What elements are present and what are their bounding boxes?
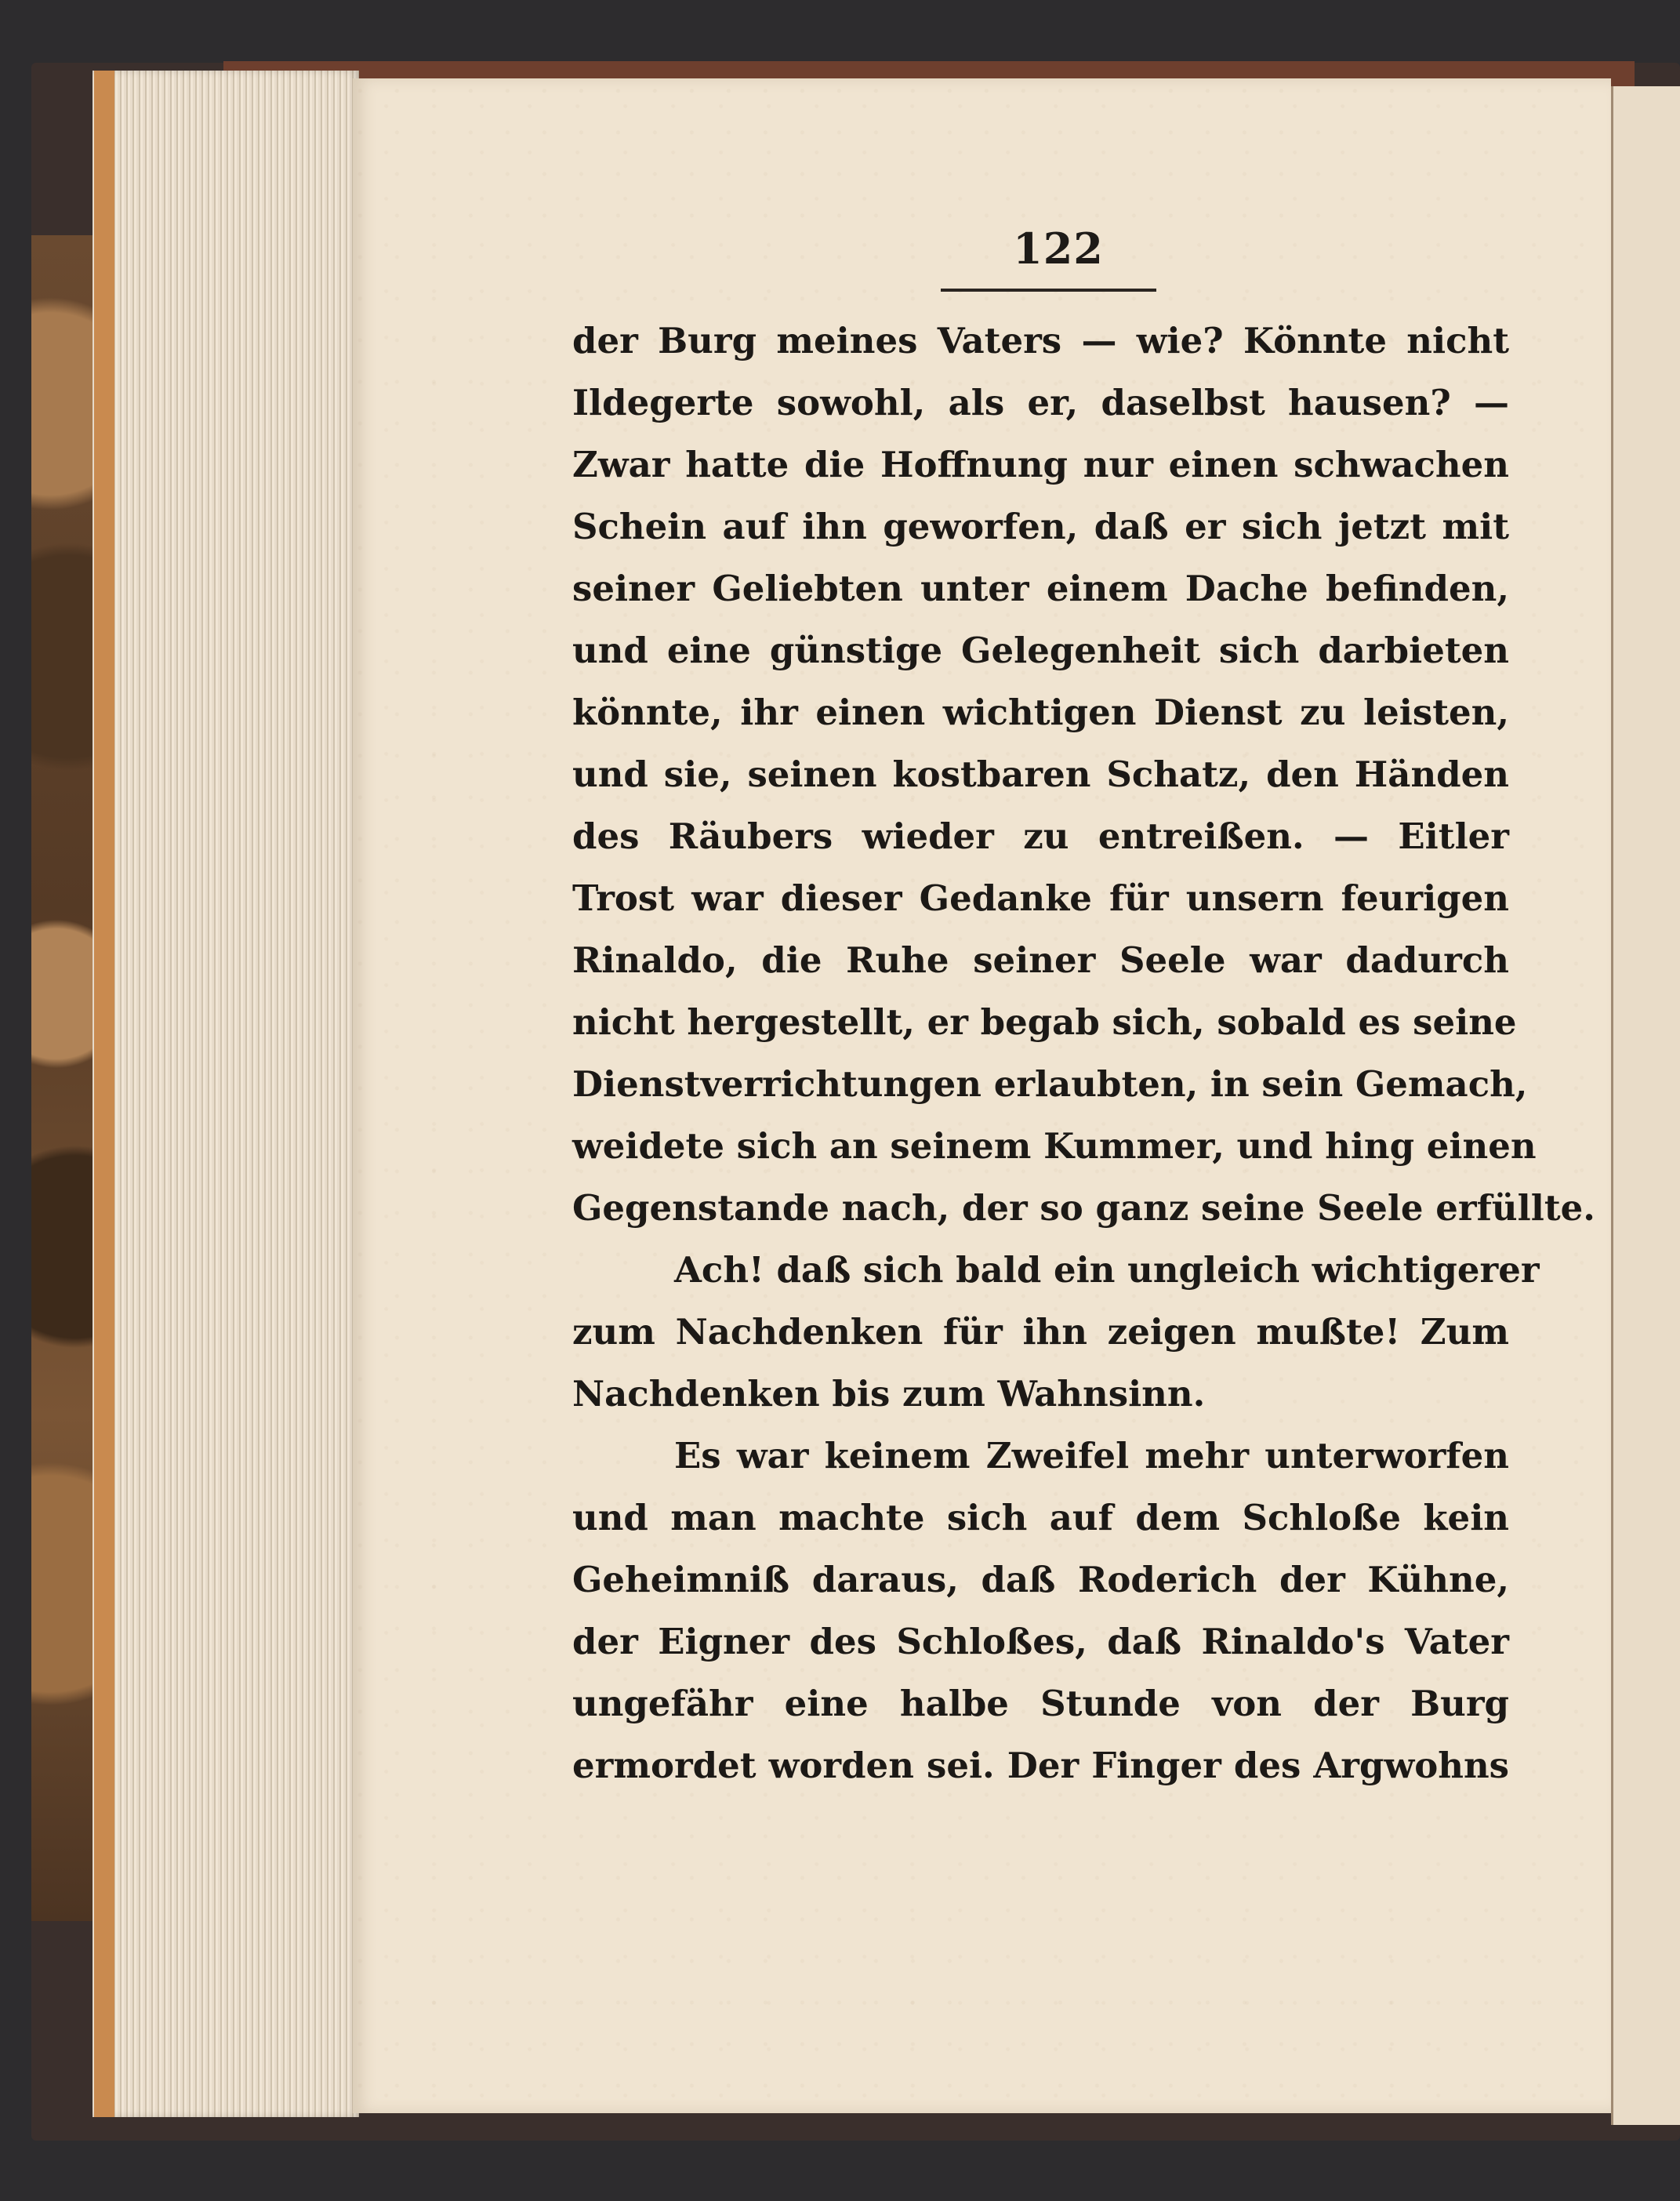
text-line: Dienstverrichtungen erlaubten, in sein Gemach, (572, 1063, 1528, 1105)
text-line: Gegenstande nach, der so ganz seine Seele erfüllte. (572, 1187, 1595, 1229)
text-line: Es war keinem Zweifel mehr unterworfen (674, 1435, 1509, 1476)
page-stack (93, 71, 359, 2117)
text-line: zum Nachdenken für ihn zeigen mußte! Zum (572, 1311, 1509, 1353)
text-line: Rinaldo, die Ruhe seiner Seele war dadurch (572, 939, 1509, 981)
text-line: könnte, ihr einen wichtigen Dienst zu leisten, (572, 692, 1509, 733)
text-line: und eine günstige Gelegenheit sich darbieten (572, 630, 1509, 671)
text-line: weidete sich an seinem Kummer, und hing einen (572, 1125, 1537, 1167)
facing-page-edge (1611, 86, 1680, 2125)
page-text (572, 310, 1595, 1796)
text-line: und sie, seinen kostbaren Schatz, den Händen (572, 754, 1509, 795)
text-line: ungefähr eine halbe Stunde von der Burg (572, 1683, 1509, 1724)
text-line: Ildegerte sowohl, als er, daselbst hausen? — (572, 382, 1509, 423)
text-line: Ach! daß sich bald ein ungleich wichtigerer (674, 1249, 1540, 1291)
text-line: Geheimniß daraus, daß Roderich der Kühne, (572, 1559, 1509, 1600)
text-line: nicht hergestellt, er begab sich, sobald es seine (572, 1001, 1517, 1043)
text-line: Nachdenken bis zum Wahnsinn. (572, 1373, 1206, 1415)
text-line: und man machte sich auf dem Schloße kein (572, 1497, 1509, 1538)
page-number: 122 (1013, 223, 1104, 274)
text-line: Trost war dieser Gedanke für unsern feurigen (572, 877, 1509, 919)
text-line: seiner Geliebten unter einem Dache befinden, (572, 568, 1509, 609)
marbled-cover-edge (31, 235, 94, 1921)
page-stack-edge (94, 71, 114, 2117)
text-line: der Burg meines Vaters — wie? Könnte nicht (572, 320, 1509, 361)
header-rule (941, 289, 1156, 292)
text-line: ermordet worden sei. Der Finger des Argwohns (572, 1745, 1509, 1786)
text-line: Schein auf ihn geworfen, daß er sich jetzt mit (572, 506, 1509, 547)
text-line: Zwar hatte die Hoffnung nur einen schwachen (572, 444, 1509, 485)
text-line: der Eigner des Schloßes, daß Rinaldo's Vater (572, 1621, 1509, 1662)
text-line: des Räubers wieder zu entreißen. — Eitler (572, 815, 1509, 857)
